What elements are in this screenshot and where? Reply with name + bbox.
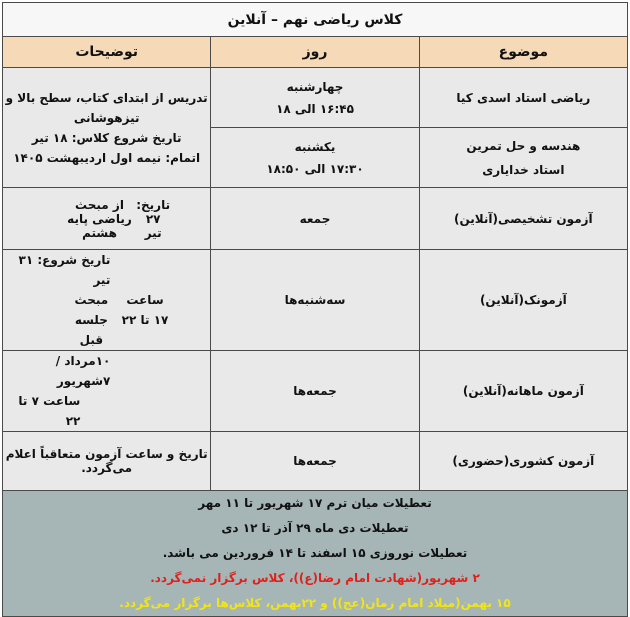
table-row bbox=[3, 68, 628, 188]
day-sunday bbox=[211, 127, 418, 187]
description-line: تاریخ شروع کلاس: ۱۸ تیر bbox=[31, 130, 182, 145]
description-cell bbox=[3, 188, 211, 250]
description-cell: تاریخ و ساعت آزمون متعاقباً اعلام می‌گردد. bbox=[3, 432, 211, 491]
description-cell bbox=[3, 351, 211, 432]
day-wednesday bbox=[211, 68, 418, 127]
table-row bbox=[3, 250, 628, 351]
day-cell bbox=[211, 68, 419, 188]
table-row bbox=[3, 351, 628, 432]
holiday-note-yellow: ۱۵ بهمن(میلاد امام زمان(عج)) و ۲۲بهمن، کلاس‌ها برگزار می‌گردد. bbox=[119, 596, 511, 610]
subject-text: استاد خدایاری bbox=[482, 162, 565, 177]
subject-text: هندسه و حل تمرین bbox=[466, 138, 581, 153]
holiday-note-red: ۲ شهریور(شهادت امام رضا(ع))، کلاس برگزار نمی‌گردد. bbox=[150, 571, 480, 585]
table-row bbox=[3, 188, 628, 250]
description-topic: از مبحث ریاضی پایه هشتم bbox=[67, 197, 132, 240]
day-cell: سه‌شنبه‌ها bbox=[211, 250, 419, 351]
time-text: ۱۶:۴۵ الی ۱۸ bbox=[276, 101, 354, 116]
subject-cell: آزمون ماهانه(آنلاین) bbox=[419, 351, 627, 432]
description-line: ساعت ۷ تا ۲۲ bbox=[18, 394, 81, 428]
description-line: تاریخ شروع: ۳۱ تیر bbox=[18, 253, 111, 287]
description-line: اتمام: نیمه اول اردیبهشت ۱۴۰۵ bbox=[13, 150, 201, 165]
description-line: مبحث جلسه قبل bbox=[74, 293, 109, 347]
day-text: یکشنبه bbox=[294, 139, 336, 154]
subject-cell: آزمونک(آنلاین) bbox=[419, 250, 627, 351]
header-description: توضیحات bbox=[3, 37, 211, 68]
subject-math bbox=[420, 68, 627, 127]
day-cell: جمعه bbox=[211, 188, 419, 250]
table-row bbox=[3, 432, 628, 491]
description-cell bbox=[3, 250, 211, 351]
description-line: تدریس از ابتدای کتاب، سطح بالا و تیزهوشانی bbox=[5, 90, 208, 125]
subject-text: ریاضی استاد اسدی کیا bbox=[456, 90, 591, 105]
table-title: کلاس ریاضی نهم – آنلاین bbox=[3, 3, 628, 37]
description-date: تاریخ: ۲۷ تیر bbox=[136, 197, 171, 240]
time-text: ۱۷:۳۰ الی ۱۸:۵۰ bbox=[266, 161, 364, 176]
schedule-table bbox=[2, 2, 628, 617]
holiday-note: تعطیلات میان ترم ۱۷ شهریور تا ۱۱ مهر bbox=[198, 496, 432, 510]
subject-cell bbox=[419, 68, 627, 188]
header-day: روز bbox=[211, 37, 419, 68]
holiday-notes bbox=[3, 491, 628, 617]
subject-cell: آزمون تشخیصی(آنلاین) bbox=[419, 188, 627, 250]
day-cell: جمعه‌ها bbox=[211, 432, 419, 491]
header-row bbox=[3, 37, 628, 68]
day-text: چهارشنبه bbox=[286, 79, 344, 94]
description-line: ۱۰مرداد / ۷شهریور bbox=[55, 354, 111, 388]
header-subject: موضوع bbox=[419, 37, 627, 68]
subject-geometry bbox=[420, 127, 627, 187]
subject-cell: آزمون کشوری(حضوری) bbox=[419, 432, 627, 491]
day-cell: جمعه‌ها bbox=[211, 351, 419, 432]
description-cell bbox=[3, 68, 211, 188]
holiday-note: تعطیلات دی ماه ۲۹ آذر تا ۱۲ دی bbox=[221, 521, 409, 535]
holiday-note: تعطیلات نوروزی ۱۵ اسفند تا ۱۴ فروردین می باشد. bbox=[162, 546, 468, 560]
description-line: ساعت ۱۷ تا ۲۲ bbox=[121, 293, 169, 327]
